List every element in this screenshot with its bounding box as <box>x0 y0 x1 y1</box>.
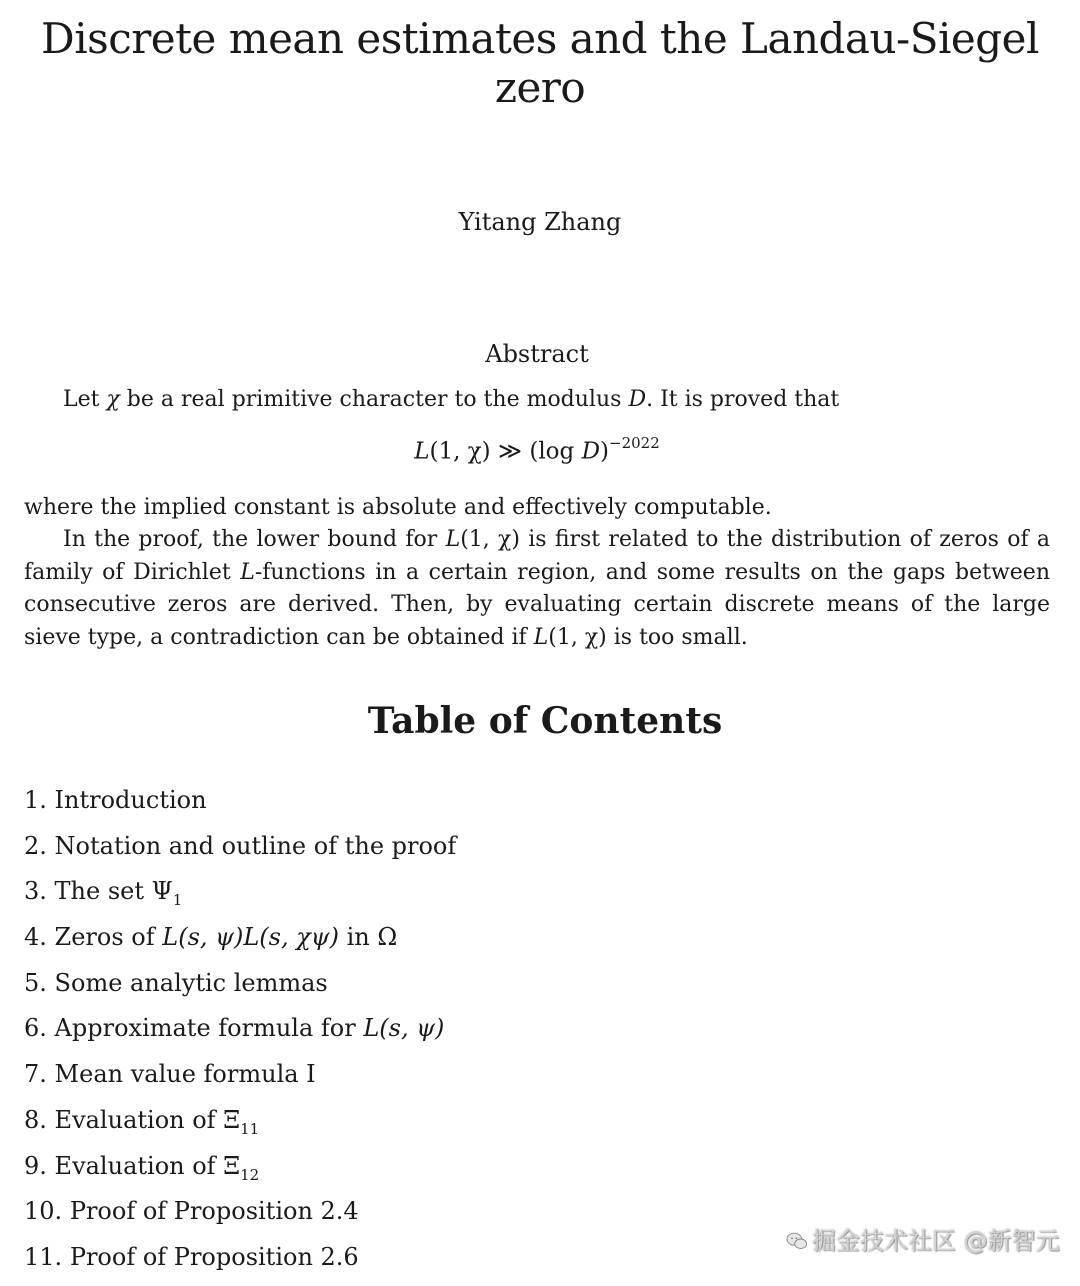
toc-item: 1. Introduction <box>24 786 207 814</box>
toc-item: 5. Some analytic lemmas <box>24 968 328 997</box>
abstract-heading: Abstract <box>485 340 589 368</box>
toc-item: 9. Evaluation of $\Xi_{12}$ <box>24 1151 260 1184</box>
toc-item: 8. Evaluation of $\Xi_{11}$ <box>24 1105 260 1138</box>
wechat-icon <box>786 1230 808 1252</box>
toc-item: 2. Notation and outline of the proof <box>24 831 457 860</box>
toc-item: 4. Zeros of L(s, ψ)L(s, χψ) in Ω <box>24 923 398 952</box>
toc-item: 3. The set $\Psi_1$ <box>24 877 183 910</box>
abstract-proof-paragraph: In the proof, the lower bound for L(1, χ) is first related to the distribution of zeros of a family of Dirichlet L-functions in a certain region, and some results on the gaps between consecutive zeros are derived. Then, by evaluating certain discrete means of the large sieve type, a contradiction can be obtained if L(1, χ) is too small. <box>24 527 1050 651</box>
toc-heading: Table of Contents <box>367 700 723 742</box>
paper-title: Discrete mean estimates and the Landau-Siegel zero <box>41 14 1039 112</box>
toc-item: 7. Mean value formula I <box>24 1060 316 1089</box>
watermark <box>786 1221 1060 1256</box>
watermark-text: 掘金技术社区 @新智元 <box>812 1227 1060 1255</box>
author-name: Yitang Zhang <box>458 208 622 236</box>
toc-item: 11. Proof of Proposition 2.6 <box>24 1242 359 1271</box>
abstract-lead-sentence: Let χ be a real primitive character to the modulus D. It is proved that <box>63 387 840 412</box>
toc-item: 6. Approximate formula for L(s, ψ) <box>24 1014 445 1043</box>
abstract-where-clause: where the implied constant is absolute and effectively computable. <box>24 495 772 520</box>
toc-item: 10. Proof of Proposition 2.4 <box>24 1197 359 1226</box>
main-equation: L(1, χ) ≫ (log D)$^{-2022}$ <box>414 434 660 465</box>
table-of-contents <box>24 783 456 1286</box>
